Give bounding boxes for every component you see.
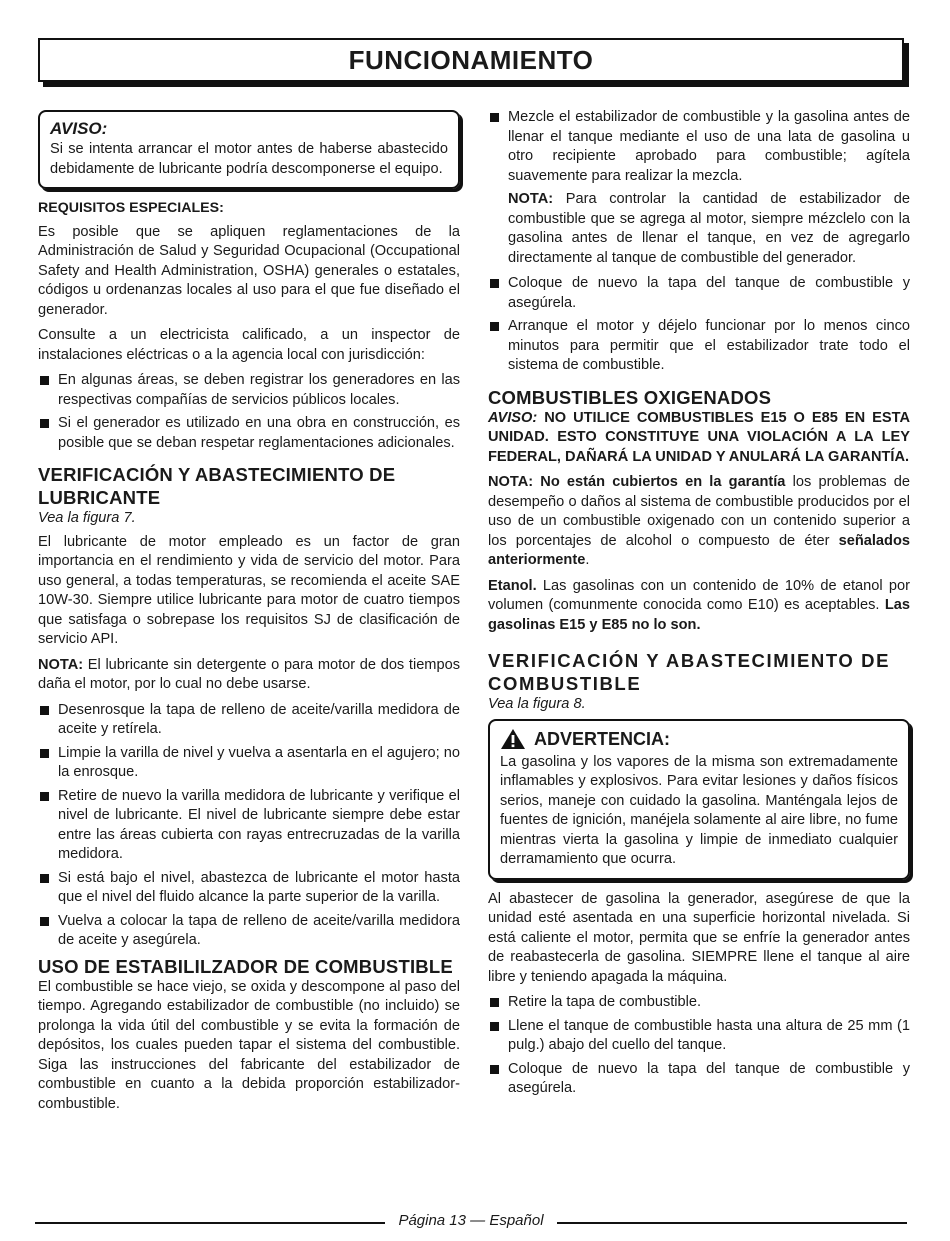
list-item: Retire de nuevo la varilla medidora de lubricante y verifique el nivel de lubricante. El nivel de lubricante siempre debe estar entre las áreas cubierta con rayas entrecruzadas de la varilla medidora. — [38, 787, 460, 865]
advertencia-title-row — [500, 727, 898, 751]
note-label: NOTA: — [38, 656, 84, 673]
estabilizador-paragraph: El combustible se hace viejo, se oxida y descompone al paso del tiempo. Agregando estabilizador de combustible (no incluido) se prolonga la vida útil del combustible y se evita la formación de depósitos, los cuales pueden tapar el sistema del combustible. Siga las instrucciones del fabricante del estabilizador de combustible en cuanto a la debida proporción estabilizador-combustible. — [38, 978, 460, 1112]
list-item: Si está bajo el nivel, abastezca de lubricante el motor hasta que el nivel del fluido alcance la parte superior de la varilla. — [38, 869, 460, 908]
nota-label: NOTA: No están cubiertos en la garantía — [488, 474, 786, 490]
list-item: Limpie la varilla de nivel y vuelva a asentarla en el agujero; no la enrosque. — [38, 744, 460, 783]
advertencia-warning-box — [488, 719, 910, 880]
advertencia-text: La gasolina y los vapores de la misma son extremadamente inflamables y explosivos. Para evitar lesiones y daños físicos serios, maneje con cuidado la gasolina. Manténgala lejos de fuentes de ignición, manéjela solamente al aire libre, no fume mientras vierta la gasolina y limpie de inmediato cualquier derramamiento que ocurra. — [500, 753, 898, 867]
square-bullet-icon — [40, 706, 49, 715]
lubricante-list — [38, 701, 460, 951]
note-label: NOTA: — [508, 191, 554, 207]
combustible-paragraph: Al abastecer de gasolina la generador, asegúrese de que la unidad esté asentada en una superficie horizontal nivelada. Si está caliente el motor, permita que se enfríe la generador antes de reabastecerla de gasolina. SIEMPRE llene el tanque al aire libre y teniendo apagada la máquina. — [488, 890, 910, 985]
estabilizador-note: NOTA: Para controlar la cantidad de estabilizador de combustible que se agrega al motor, siempre mézclelo con la gasolina antes de llenar el tanque, en vez de agregarlo directamente al tanque de combustible del generador. — [508, 191, 910, 266]
lubricante-figure-ref: Vea la figura 7. — [38, 510, 136, 526]
square-bullet-icon — [40, 376, 49, 385]
aviso-title: AVISO: — [50, 119, 108, 138]
aviso-notice-box — [38, 110, 460, 189]
oxigenados-heading: COMBUSTIBLES OXIGENADOS — [488, 386, 772, 408]
combustible-list — [488, 993, 910, 1099]
requisitos-list — [38, 371, 460, 453]
list-item: Retire la tapa de combustible. — [488, 993, 910, 1013]
list-item: Vuelva a colocar la tapa de relleno de aceite/varilla medidora de aceite y asegúrela. — [38, 912, 460, 951]
list-item: Arranque el motor y déjelo funcionar por lo menos cinco minutos para permitir que el estabilizador trate todo el sistema de combustible. — [488, 317, 910, 376]
oxigenados-aviso: AVISO: NO UTILICE COMBUSTIBLES E15 O E85 EN ESTA UNIDAD. ESTO CONSTITUYE UNA VIOLACIÓN A LA LEY FEDERAL, DAÑARÁ LA UNIDAD Y ANULARÁ LA GARANTÍA. — [488, 409, 910, 465]
warning-triangle-icon — [500, 728, 526, 750]
lubricante-paragraph: El lubricante de motor empleado es un factor de gran importancia en el rendimiento y vida de servicio del motor. Para uso general, a todas temperaturas, se recomienda el aceite SAE 10W-30. Siempre utilice lubricante para motor de cuatro tiempos que satisfaga o sobrepase los requisitos SJ de clasificación de servicio API. — [38, 533, 460, 647]
aviso-label: AVISO: — [488, 409, 538, 426]
list-item: En algunas áreas, se deben registrar los generadores en las respectivas compañías de servicios públicos locales. — [38, 371, 460, 410]
footer-text: Página 13 — Español — [392, 1212, 549, 1229]
square-bullet-icon — [490, 1022, 499, 1031]
lubricante-heading: VERIFICACIÓN Y ABASTECIMIENTO DE LUBRICANTE — [38, 464, 396, 508]
square-bullet-icon — [40, 749, 49, 758]
estabilizador-heading: USO DE ESTABILILZADOR DE COMBUSTIBLE — [38, 955, 453, 977]
requisitos-paragraph-1: Es posible que se apliquen reglamentaciones de la Administración de Salud y Seguridad Ocupacional (Occupational Safety and Health Administration, OSHA) generales o estatales, códigos u ordenanzas locales al uso para el que fue diseñado el generador. — [38, 223, 460, 318]
combustible-figure-ref: Vea la figura 8. — [488, 696, 586, 712]
list-item: Desenrosque la tapa de relleno de aceite/varilla medidora de aceite y retírela. — [38, 701, 460, 740]
square-bullet-icon — [40, 874, 49, 883]
page-title-banner — [38, 38, 904, 82]
right-column — [488, 108, 910, 1103]
page-footer — [35, 1212, 907, 1234]
oxigenados-nota: NOTA: No están cubiertos en la garantía los problemas de desempeño o daños al sistema de combustible producidos por el uso de un combustible oxigenado con un contenido superior a los porcentajes de alcohol o compuesto de éter señalados anteriormente. — [488, 474, 910, 568]
estabilizador-list-a — [488, 108, 910, 186]
list-item: Coloque de nuevo la tapa del tanque de combustible y asegúrela. — [488, 274, 910, 313]
square-bullet-icon — [490, 279, 499, 288]
square-bullet-icon — [40, 917, 49, 926]
requisitos-paragraph-2: Consulte a un electricista calificado, a un inspector de instalaciones eléctricas o a la agencia local con jurisdicción: — [38, 327, 460, 363]
square-bullet-icon — [490, 998, 499, 1007]
requisitos-heading: REQUISITOS ESPECIALES: — [38, 200, 224, 216]
left-column — [38, 108, 460, 1120]
list-item: Coloque de nuevo la tapa del tanque de combustible y asegúrela. — [488, 1060, 910, 1099]
list-item: Llene el tanque de combustible hasta una altura de 25 mm (1 pulg.) abajo del cuello del tanque. — [488, 1017, 910, 1056]
square-bullet-icon — [490, 322, 499, 331]
page-title: FUNCIONAMIENTO — [38, 38, 904, 82]
etanol-label: Etanol. — [488, 577, 537, 594]
combustible-heading: VERIFICACIÓN Y ABASTECIMIENTO DE COMBUSTIBLE — [488, 650, 891, 694]
square-bullet-icon — [40, 792, 49, 801]
lubricante-note: NOTA: El lubricante sin detergente o para motor de dos tiempos daña el motor, por lo cual no debe usarse. — [38, 656, 460, 692]
estabilizador-list-b — [488, 274, 910, 376]
aviso-text: Si se intenta arrancar el motor antes de haberse abastecido debidamente de lubricante podría descomponerse el equipo. — [50, 141, 448, 177]
square-bullet-icon — [490, 1065, 499, 1074]
list-item: Si el generador es utilizado en una obra en construcción, es posible que se deban respetar reglamentaciones adicionales. — [38, 414, 460, 453]
square-bullet-icon — [490, 113, 499, 122]
square-bullet-icon — [40, 419, 49, 428]
oxigenados-etanol: Etanol. Las gasolinas con un contenido de 10% de etanol por volumen (comunmente conocida como E10) es aceptables. Las gasolinas E15 y E85 no lo son. — [488, 577, 910, 633]
list-item: Mezcle el estabilizador de combustible y la gasolina antes de llenar el tanque mediante el uso de una lata de gasolina u otro recipiente aprobado para combustible; agítela suavemente para realizar la mezcla. — [488, 108, 910, 186]
advertencia-title: ADVERTENCIA: — [534, 728, 671, 749]
